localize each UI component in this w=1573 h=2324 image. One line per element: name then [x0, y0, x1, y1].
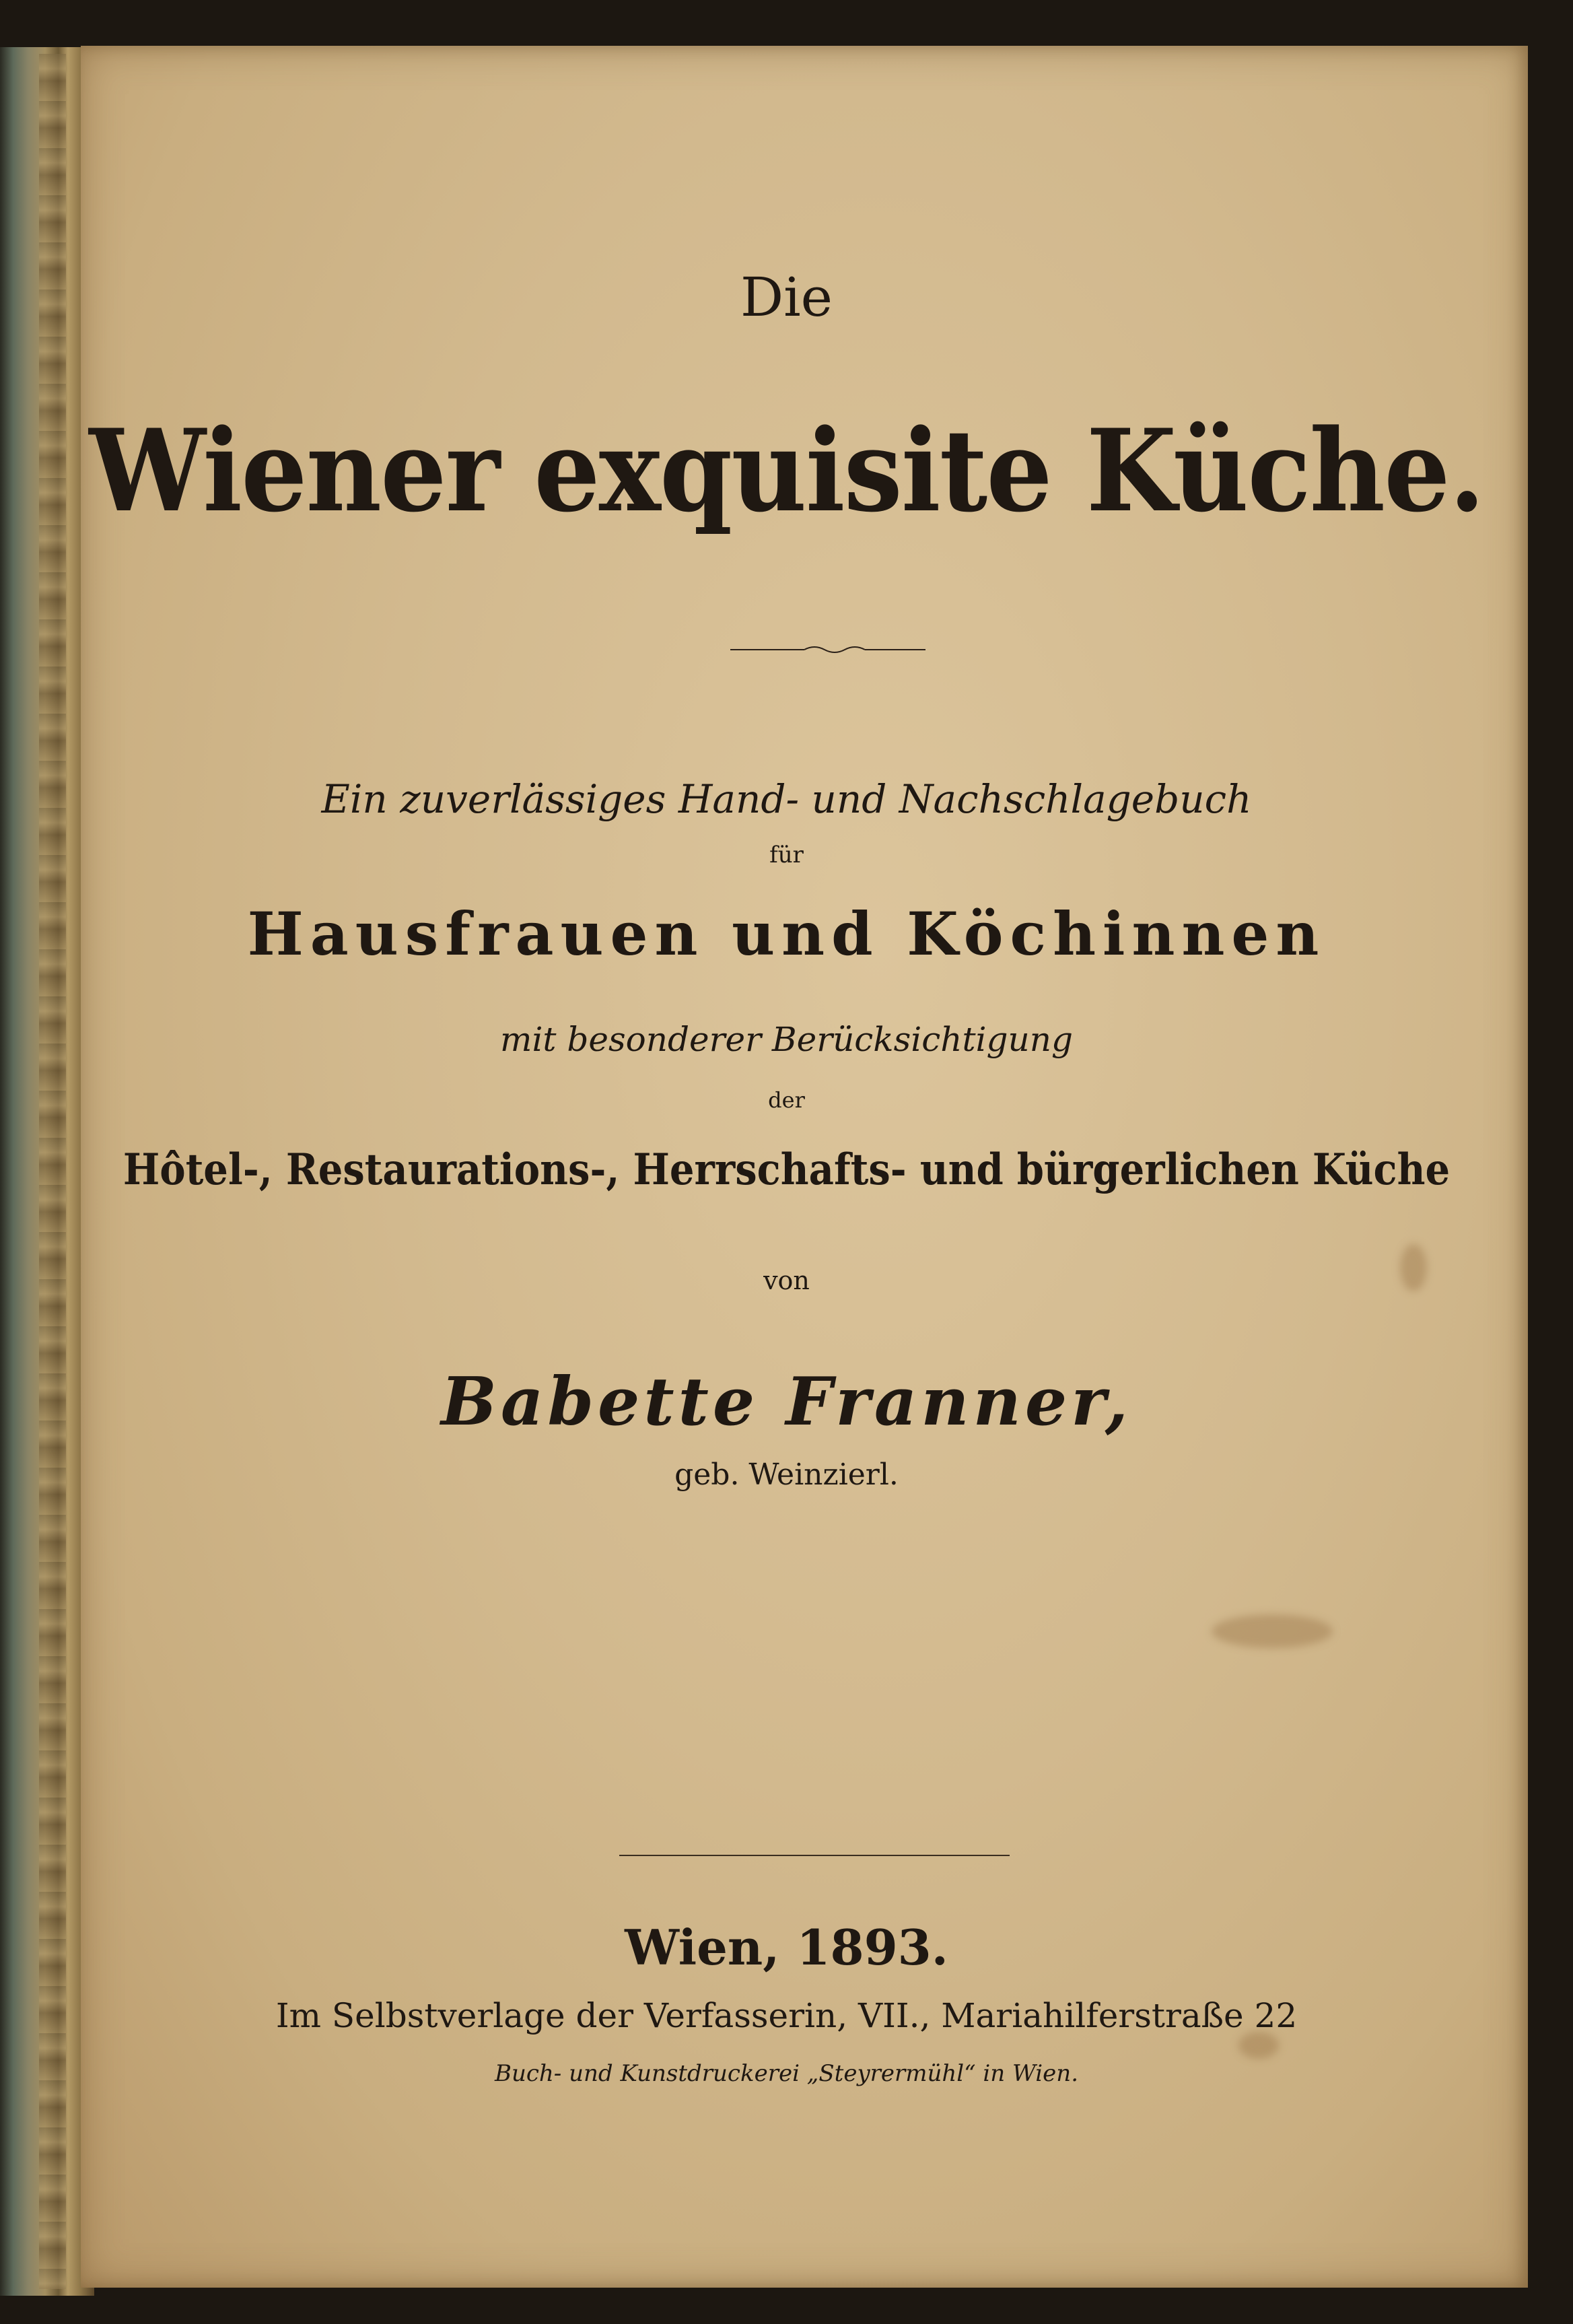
maiden-name: geb. Weinzierl.	[674, 1458, 899, 1492]
by-line: von	[763, 1266, 810, 1295]
cuisine-types: Hôtel-, Restaurations-, Herrschafts- und bürgerlichen Küche	[123, 1144, 1450, 1195]
ornament-divider	[730, 643, 925, 656]
printer-line: Buch- und Kunstdruckerei „Steyrermühl“ in Wien.	[494, 2060, 1079, 2087]
book-title: Wiener exquisite Küche.	[89, 404, 1484, 537]
subtitle-fuer: für	[769, 842, 804, 868]
place-year: Wien, 1893.	[625, 1919, 948, 1976]
page-stain	[1212, 1614, 1333, 1648]
article-der: der	[768, 1087, 805, 1113]
audience: Hausfrauen und Köchinnen	[247, 899, 1326, 969]
subtitle: Ein zuverlässiges Hand- und Nachschlagebuch	[321, 776, 1252, 822]
publisher-line: Im Selbstverlage der Verfasserin, VII., Mariahilferstraße 22	[275, 1996, 1298, 2035]
title-prefix: Die	[740, 266, 833, 329]
consideration-line: mit besonderer Berücksichtigung	[500, 1020, 1073, 1059]
author-name: Babette Franner,	[441, 1363, 1132, 1441]
rule-divider	[619, 1855, 1010, 1856]
page-stain	[1238, 2032, 1279, 2059]
